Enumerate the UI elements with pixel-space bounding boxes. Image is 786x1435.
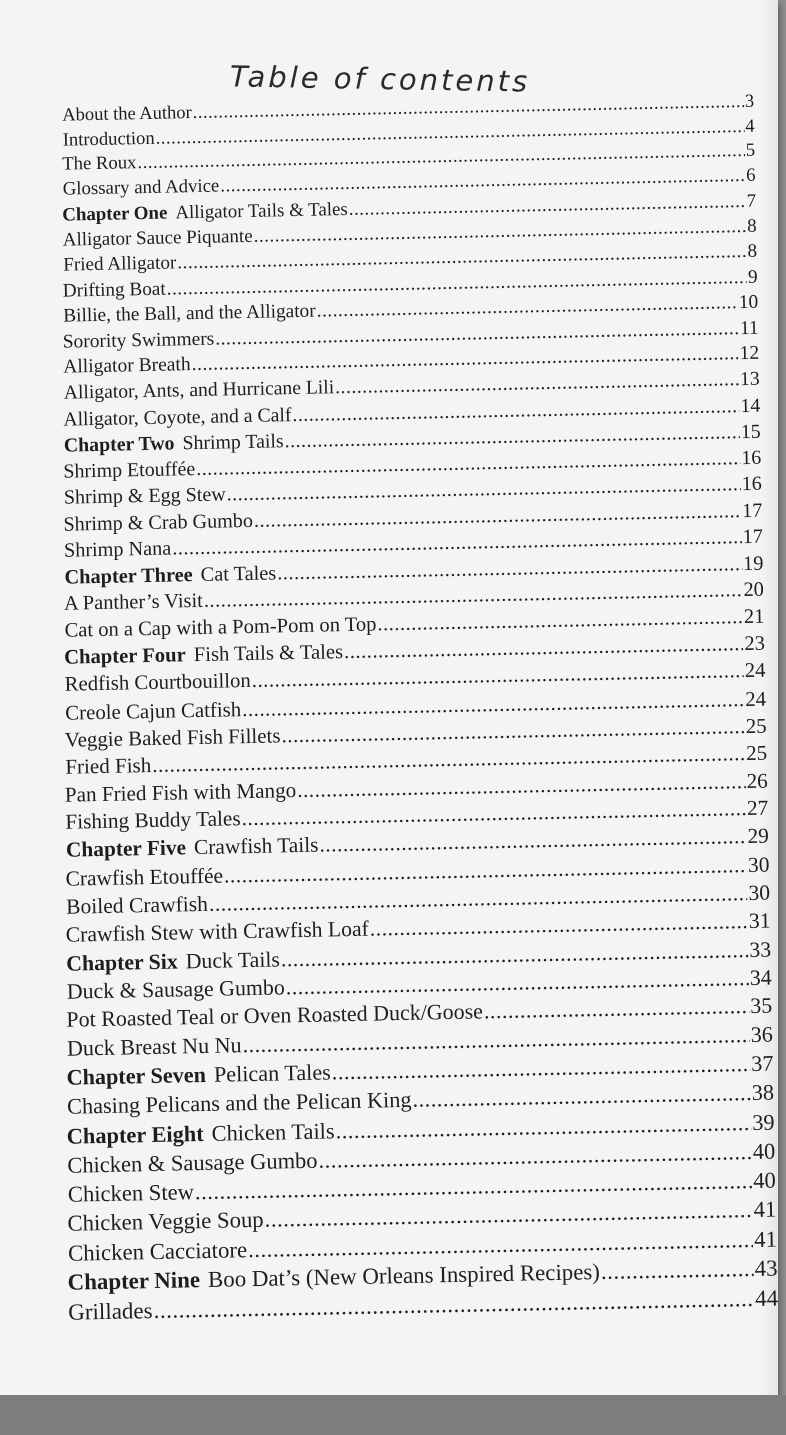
entry-label: Boo Dat’s (New Orleans Inspired Recipes) [207,1259,601,1293]
chapter-number: Chapter Nine [67,1267,201,1295]
page-number: 33 [749,937,772,962]
page-number: 40 [752,1138,776,1164]
entry-title [62,101,192,128]
entry-title [68,1177,195,1209]
page-number: 44 [754,1285,779,1311]
entry-label: A Panther’s Visit [63,590,204,616]
entry-label: Crawfish Tails [193,832,319,860]
entry-label: Fried Alligator [63,252,177,276]
entry-label: Billie, the Ball, and the Alligator [63,300,316,327]
page-number: 34 [749,965,772,990]
page-number: 17 [742,525,764,549]
entry-label: Chicken Stew [67,1179,195,1207]
page-number: 19 [742,552,764,575]
entry-title [64,722,280,754]
entry-title [63,276,166,303]
page-number: 29 [747,823,770,849]
page-number: 37 [750,1050,774,1076]
entry-label: Chicken Cacciatore [67,1236,248,1266]
entry-label: Chicken Tails [211,1117,335,1146]
page-number: 31 [748,908,771,934]
page-number: 30 [747,852,770,878]
entry-title [64,588,203,618]
page-number: 25 [745,713,767,738]
entry-label: Sorority Swimmers [62,328,215,353]
page-number: 23 [744,632,766,656]
page-number: 20 [743,579,765,602]
entry-label: Pot Roasted Teal or Oven Roasted Duck/Goose [66,998,484,1033]
page-number: 17 [741,499,763,522]
chapter-number: Chapter One [62,202,168,226]
entry-title [63,251,177,279]
entry-title [65,862,223,893]
page-number: 36 [750,1021,774,1048]
entry-label: Drifting Boat [62,278,166,302]
entry-label: Duck Breast Nu Nu [66,1032,242,1061]
chapter-number: Chapter Six [66,949,178,976]
entry-label: Duck & Sausage Gumbo [66,975,285,1004]
entry-title [67,1205,264,1238]
entry-title [62,151,137,177]
entry-label: Chasing Pelicans and the Pelican King [66,1086,412,1119]
chapter-number: Chapter Two [63,432,175,457]
entry-title [65,696,241,727]
page-number: 3 [744,91,755,112]
chapter-number: Chapter Eight [66,1120,204,1149]
entry-label: Cat Tales [200,562,277,586]
entry-label: Glossary and Advice [62,175,220,200]
page-number: 16 [741,446,762,470]
entry-label: Crawfish Etouffée [65,863,224,891]
entry-label: Alligator Breath [63,354,191,378]
entry-label: Shrimp Tails [182,430,284,455]
entry-title [67,973,285,1006]
page-number: 27 [746,796,769,821]
page-title: Table of contents [229,59,531,99]
entry-label: Cat on a Cap with a Pom-Pom on Top [64,613,377,642]
page-number: 7 [746,190,757,212]
page-number: 38 [751,1079,775,1105]
page-number: 24 [744,659,766,683]
entry-title [68,1235,248,1268]
entry-label: Introduction [62,127,155,151]
entry-title [66,945,280,978]
entry-label: About the Author [62,103,192,126]
page-number: 25 [745,740,768,766]
page-number: 5 [745,140,756,162]
entry-title [64,560,276,591]
entry-label: Shrimp Nana [63,537,172,562]
page-number: 39 [751,1109,775,1135]
entry-title [64,482,226,512]
page-number: 24 [744,686,767,711]
page-number: 30 [748,880,771,906]
entry-title [62,126,154,153]
page-number: 6 [745,164,756,187]
entry-label: Shrimp Etouffée [63,458,196,483]
entry-label: Fishing Buddy Tales [65,806,241,835]
entry-label: Duck Tails [185,947,281,973]
entry-label: Chicken & Sausage Gumbo [67,1147,318,1178]
entry-title [63,508,253,538]
page-number: 35 [750,993,773,1019]
page-number: 10 [738,291,759,314]
chapter-number: Chapter Four [63,644,186,669]
entry-label: Alligator, Coyote, and a Calf [63,404,292,431]
page-number: 41 [753,1196,777,1223]
page-number: 14 [740,394,761,417]
entry-label: Alligator Sauce Piquante [62,225,253,251]
page-number: 41 [753,1226,778,1252]
page-number: 12 [739,342,760,365]
page-number: 43 [754,1255,778,1282]
page-number: 40 [752,1167,776,1193]
entry-title [63,326,215,355]
entry-label: Crawfish Stew with Crawfish Loaf [65,916,370,948]
page-number: 13 [739,368,760,391]
entry-label: Boiled Crawfish [65,892,209,919]
entry-title [66,890,208,921]
entry-title [64,536,172,565]
entry-label: Alligator, Ants, and Hurricane Lili [63,377,335,404]
entry-title [67,1031,242,1063]
entry-title [63,456,195,485]
entry-label: The Roux [62,152,137,175]
entry-title [68,1296,153,1327]
table-of-contents [44,90,778,1328]
entry-label: Redfish Courtbouillon [64,670,252,697]
entry-label: Pelican Tales [213,1059,332,1087]
page-number: 15 [740,420,761,443]
entry-label: Chicken Veggie Soup [67,1207,264,1236]
page-number: 8 [747,241,758,263]
entry-label: Pan Fried Fish with Mango [64,777,297,807]
chapter-number: Chapter Three [64,563,193,589]
page-number: 26 [746,768,768,793]
chapter-number: Chapter Seven [66,1061,207,1090]
entry-label: Shrimp & Egg Stew [63,483,226,509]
entry-title [63,352,191,380]
chapter-number: Chapter Five [65,835,187,862]
page-number: 4 [745,115,755,137]
background-surface [0,1395,786,1435]
entry-label: Shrimp & Crab Gumbo [63,509,254,536]
entry-label: Alligator Tails & Tales [175,199,348,224]
entry-title [64,668,251,699]
page-number: 16 [741,472,762,496]
entry-title [65,752,152,781]
entry-title [65,806,241,837]
page-number: 11 [739,317,759,339]
dot-leader [601,1254,754,1287]
entry-title [62,175,219,203]
entry-label: Creole Cajun Catfish [64,696,242,725]
page-number: 21 [743,605,765,629]
page-number: 9 [747,266,758,288]
page-number: 8 [746,215,757,238]
entry-label: Veggie Baked Fish Fillets [64,723,281,752]
entry-label: Fish Tails & Tales [193,641,344,667]
entry-title [62,224,252,253]
entry-label: Fried Fish [65,753,152,779]
entry-label: Grillades [68,1297,153,1325]
